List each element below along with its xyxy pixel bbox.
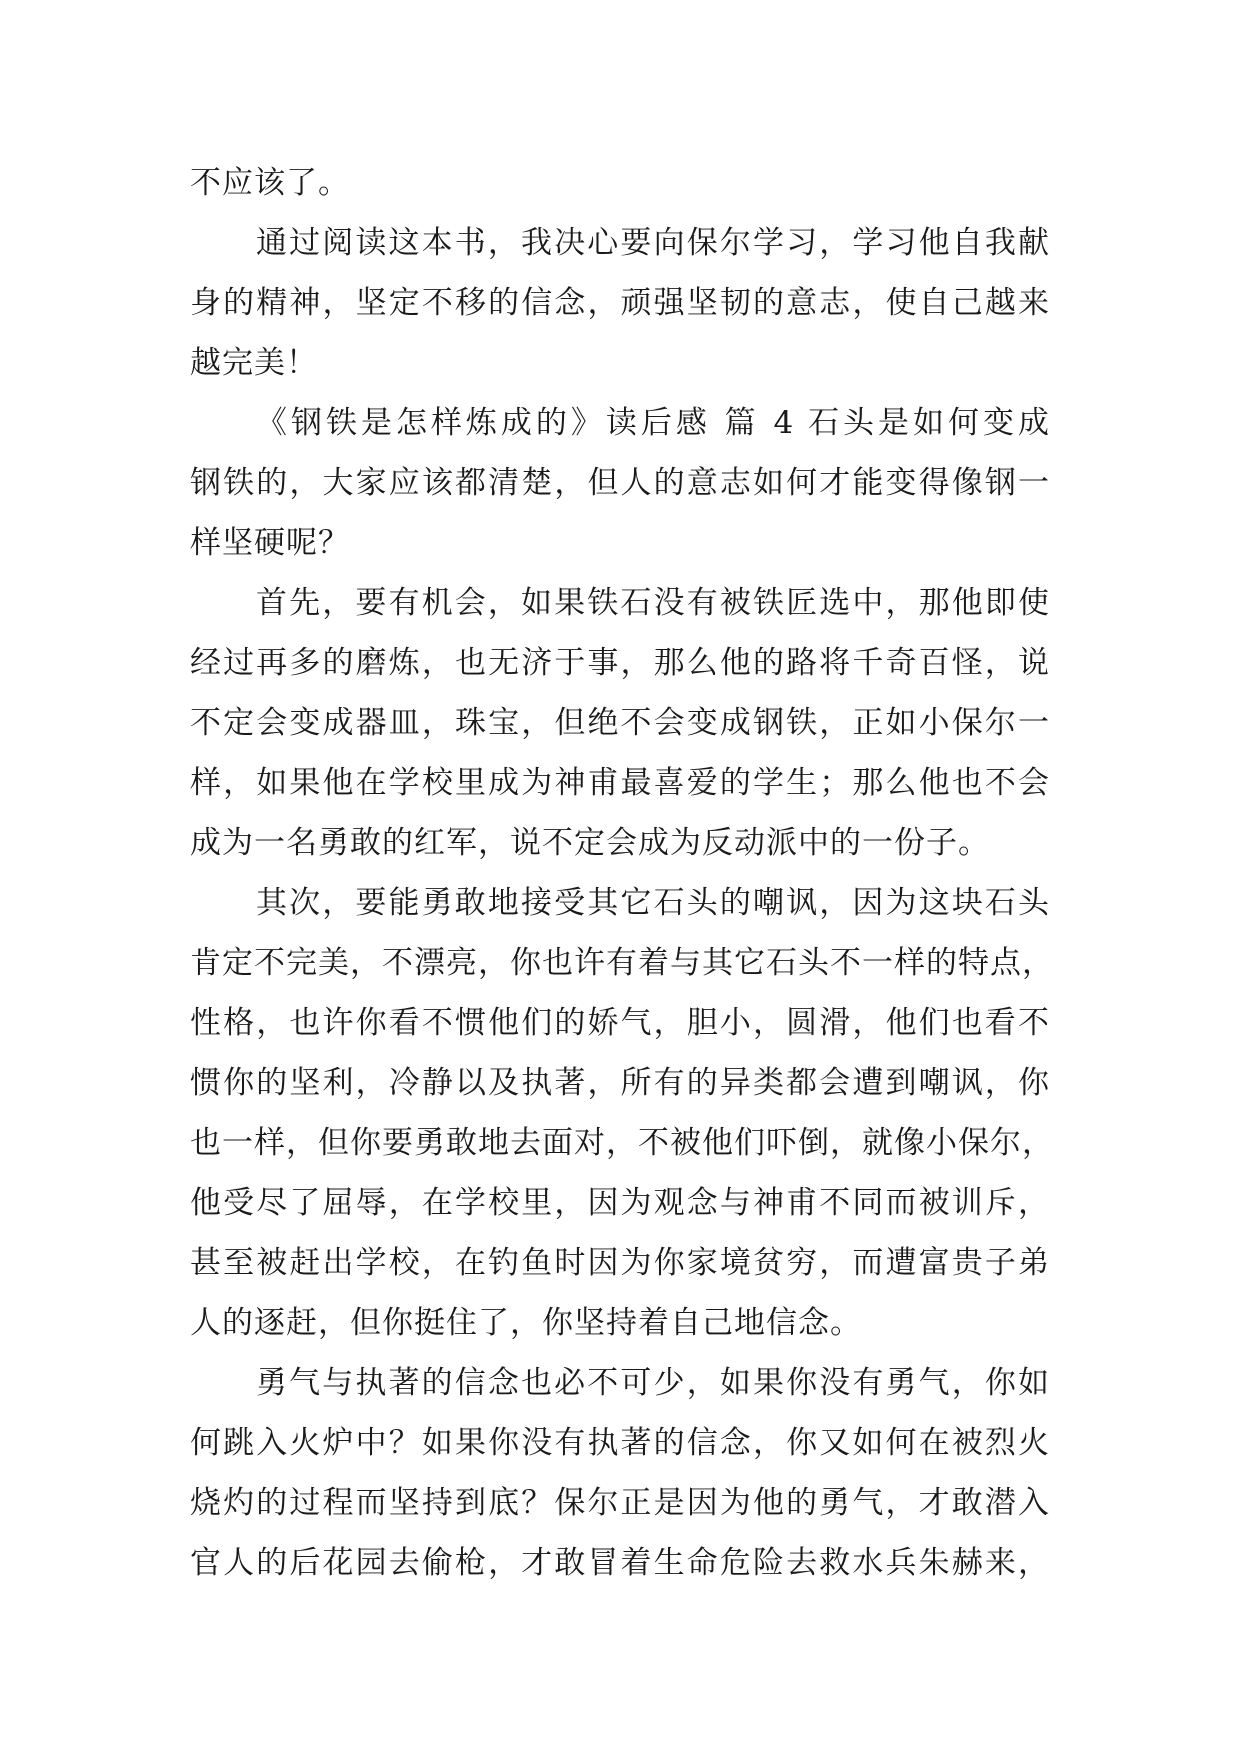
text-line: 首先，要有机会，如果铁石没有被铁匠选中，那他即使 [256,585,1050,621]
text-line: 何跳入火炉中？如果你没有执著的信念，你又如何在被烈火 [190,1425,1050,1461]
body-text [190,153,1054,1593]
text-line: 惯你的坚利，冷静以及执著，所有的异类都会遭到嘲讽，你 [190,1065,1050,1101]
text-line: 其次，要能勇敢地接受其它石头的嘲讽，因为这块石头 [256,885,1050,921]
text-line: 样坚硬呢？ [190,525,350,561]
text-line: 钢铁的，大家应该都清楚，但人的意志如何才能变得像钢一 [190,465,1050,501]
text-line: 不定会变成器皿，珠宝，但绝不会变成钢铁，正如小保尔一 [190,705,1050,741]
text-line: 勇气与执著的信念也必不可少，如果你没有勇气，你如 [256,1365,1050,1401]
section-heading-line: 《钢铁是怎样炼成的》读后感 篇 4 石头是如何变成 [256,405,1050,441]
text-line: 他受尽了屈辱，在学校里，因为观念与神甫不同而被训斥， [190,1185,1050,1221]
text-line: 身的精神，坚定不移的信念，顽强坚韧的意志，使自己越来 [190,285,1050,321]
text-line: 经过再多的磨炼，也无济于事，那么他的路将千奇百怪，说 [190,645,1050,681]
text-line: 通过阅读这本书，我决心要向保尔学习，学习他自我献 [256,225,1050,261]
text-line: 甚至被赶出学校，在钓鱼时因为你家境贫穷，而遭富贵子弟 [190,1245,1050,1281]
text-line: 样，如果他在学校里成为神甫最喜爱的学生；那么他也不会 [190,765,1050,801]
text-line: 不应该了。 [190,165,350,201]
text-line: 烧灼的过程而坚持到底？保尔正是因为他的勇气，才敢潜入 [190,1485,1050,1521]
text-line: 越完美！ [190,345,318,381]
text-line: 肯定不完美，不漂亮，你也许有着与其它石头不一样的特点， [190,945,1054,981]
text-line: 成为一名勇敢的红军，说不定会成为反动派中的一份子。 [190,825,990,861]
text-line: 人的逐赶，但你挺住了，你坚持着自己地信念。 [190,1305,862,1341]
text-line: 官人的后花园去偷枪，才敢冒着生命危险去救水兵朱赫来， [190,1545,1050,1581]
text-line: 也一样，但你要勇敢地去面对，不被他们吓倒，就像小保尔， [190,1125,1054,1161]
text-line: 性格，也许你看不惯他们的娇气，胆小，圆滑，他们也看不 [190,1005,1050,1041]
